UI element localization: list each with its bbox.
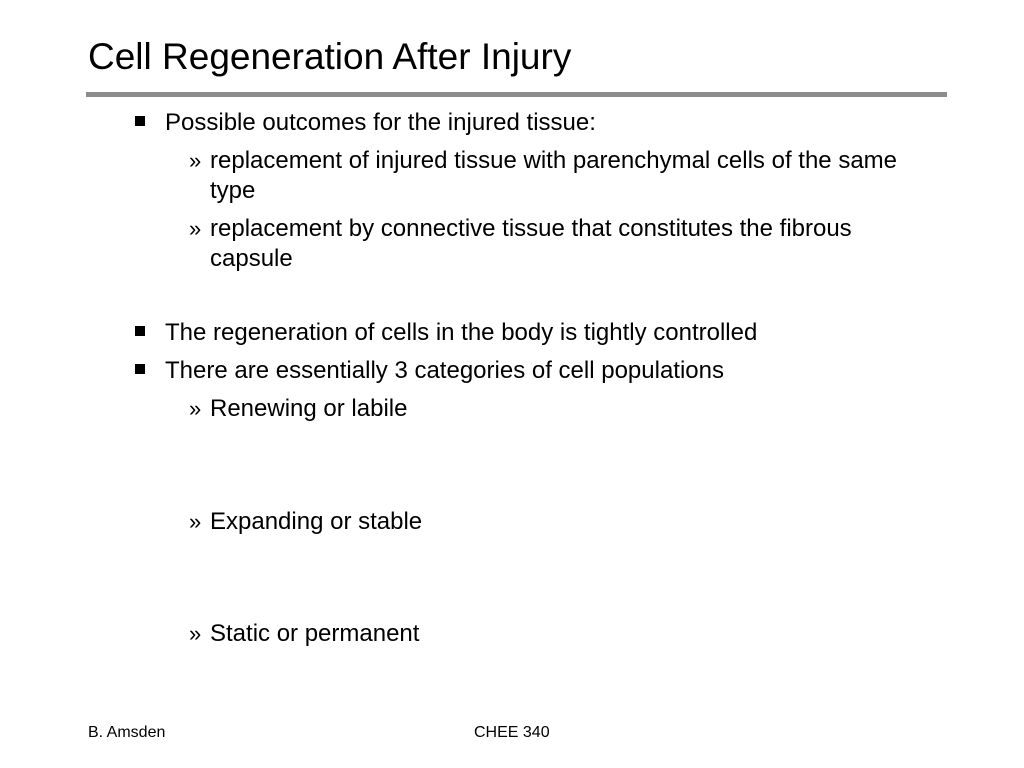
sub-bullet-marker: »	[189, 509, 202, 534]
square-bullet-icon	[135, 326, 145, 336]
sub-bullet-3-3: Static or permanent	[210, 620, 420, 647]
square-bullet-icon	[135, 364, 145, 374]
sub-bullet-3-2: Expanding or stable	[210, 508, 423, 535]
bullet-1-text: Possible outcomes for the injured tissue:	[165, 109, 596, 136]
sub-bullet-3-1: Renewing or labile	[210, 395, 408, 422]
bullet-2-text: The regeneration of cells in the body is tightly controlled	[165, 319, 758, 346]
footer-author: B. Amsden	[88, 724, 166, 741]
sub-bullet-marker: »	[189, 216, 202, 241]
sub-bullet-marker: »	[189, 396, 202, 421]
square-bullet-icon	[135, 116, 145, 126]
slide-title: Cell Regeneration After Injury	[88, 36, 572, 77]
footer-course: CHEE 340	[474, 724, 550, 741]
sub-bullet-1-1: replacement of injured tissue with parenchymal cells of the same type	[210, 147, 897, 204]
bullet-3-text: There are essentially 3 categories of cell populations	[165, 357, 724, 384]
sub-bullet-marker: »	[189, 148, 202, 173]
title-divider	[86, 92, 947, 97]
sub-bullet-marker: »	[189, 621, 202, 646]
sub-bullet-1-2: replacement by connective tissue that constitutes the fibrous capsule	[210, 215, 852, 272]
